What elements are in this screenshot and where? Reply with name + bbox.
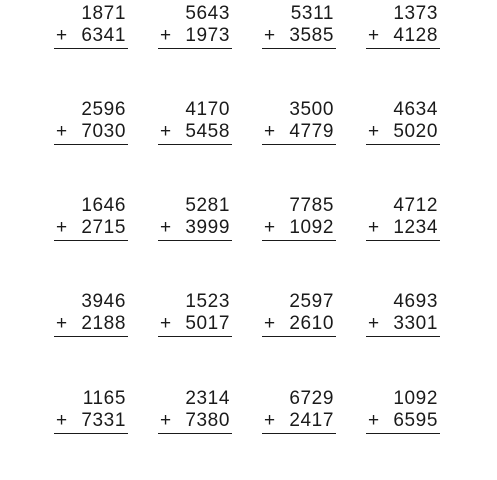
top-addend: 1523 (185, 291, 230, 312)
plus-sign: + (56, 121, 68, 142)
problem-row (0, 195, 497, 255)
bottom-addend: 3999 (185, 217, 230, 238)
top-addend: 1646 (81, 195, 126, 216)
plus-sign: + (160, 25, 172, 46)
addition-problem (366, 388, 440, 446)
bottom-addend: 1973 (185, 25, 230, 46)
plus-sign: + (368, 121, 380, 142)
bottom-addend: 1092 (289, 217, 334, 238)
addition-problem (366, 99, 440, 157)
top-addend: 4693 (393, 291, 438, 312)
plus-sign: + (264, 217, 276, 238)
addition-problem (158, 291, 232, 349)
addition-problem (54, 291, 128, 349)
plus-sign: + (264, 410, 276, 431)
bottom-addend: 5458 (185, 121, 230, 142)
addition-problem (158, 3, 232, 61)
answer-line (262, 240, 336, 241)
answer-line (262, 336, 336, 337)
answer-line (366, 144, 440, 145)
addition-problem (158, 99, 232, 157)
top-addend: 3946 (81, 291, 126, 312)
addition-problem (158, 388, 232, 446)
answer-line (262, 48, 336, 49)
bottom-addend: 2610 (289, 313, 334, 334)
answer-line (366, 433, 440, 434)
bottom-addend: 5020 (393, 121, 438, 142)
bottom-addend: 4779 (289, 121, 334, 142)
plus-sign: + (160, 217, 172, 238)
top-addend: 5281 (185, 195, 230, 216)
top-addend: 4170 (185, 99, 230, 120)
bottom-addend: 3585 (289, 25, 334, 46)
top-addend: 4712 (393, 195, 438, 216)
top-addend: 1092 (393, 388, 438, 409)
plus-sign: + (160, 410, 172, 431)
addition-problem (262, 3, 336, 61)
bottom-addend: 2188 (81, 313, 126, 334)
answer-line (366, 240, 440, 241)
answer-line (262, 144, 336, 145)
bottom-addend: 6341 (81, 25, 126, 46)
bottom-addend: 6595 (393, 410, 438, 431)
addition-problem (262, 195, 336, 253)
top-addend: 2314 (185, 388, 230, 409)
plus-sign: + (368, 217, 380, 238)
top-addend: 5643 (185, 3, 230, 24)
bottom-addend: 5017 (185, 313, 230, 334)
top-addend: 2597 (289, 291, 334, 312)
problem-row (0, 3, 497, 63)
top-addend: 1165 (82, 388, 126, 409)
addition-problem (262, 388, 336, 446)
answer-line (54, 48, 128, 49)
addition-problem (366, 3, 440, 61)
bottom-addend: 7380 (185, 410, 230, 431)
plus-sign: + (264, 313, 276, 334)
addition-problem (262, 291, 336, 349)
problem-row (0, 291, 497, 351)
answer-line (158, 48, 232, 49)
bottom-addend: 7331 (81, 410, 126, 431)
top-addend: 6729 (289, 388, 334, 409)
answer-line (158, 336, 232, 337)
answer-line (54, 433, 128, 434)
answer-line (366, 48, 440, 49)
problem-row (0, 99, 497, 159)
answer-line (54, 240, 128, 241)
answer-line (54, 144, 128, 145)
addition-problem (54, 388, 128, 446)
plus-sign: + (56, 410, 68, 431)
answer-line (366, 336, 440, 337)
plus-sign: + (368, 313, 380, 334)
top-addend: 1871 (81, 3, 126, 24)
answer-line (158, 433, 232, 434)
addition-problem (366, 291, 440, 349)
plus-sign: + (160, 121, 172, 142)
plus-sign: + (368, 25, 380, 46)
top-addend: 4634 (393, 99, 438, 120)
plus-sign: + (56, 217, 68, 238)
plus-sign: + (56, 313, 68, 334)
answer-line (158, 240, 232, 241)
top-addend: 3500 (289, 99, 334, 120)
plus-sign: + (368, 410, 380, 431)
bottom-addend: 1234 (393, 217, 438, 238)
bottom-addend: 2417 (289, 410, 334, 431)
addition-problem (262, 99, 336, 157)
answer-line (262, 433, 336, 434)
answer-line (158, 144, 232, 145)
addition-problem (54, 195, 128, 253)
bottom-addend: 4128 (393, 25, 438, 46)
addition-problem (54, 3, 128, 61)
addition-problem (158, 195, 232, 253)
top-addend: 1373 (393, 3, 438, 24)
top-addend: 7785 (289, 195, 334, 216)
problem-row (0, 388, 497, 448)
top-addend: 5311 (290, 3, 334, 24)
addition-problem (54, 99, 128, 157)
plus-sign: + (264, 121, 276, 142)
answer-line (54, 336, 128, 337)
top-addend: 2596 (81, 99, 126, 120)
plus-sign: + (264, 25, 276, 46)
bottom-addend: 3301 (393, 313, 438, 334)
plus-sign: + (160, 313, 172, 334)
bottom-addend: 2715 (81, 217, 126, 238)
bottom-addend: 7030 (81, 121, 126, 142)
plus-sign: + (56, 25, 68, 46)
addition-problem (366, 195, 440, 253)
